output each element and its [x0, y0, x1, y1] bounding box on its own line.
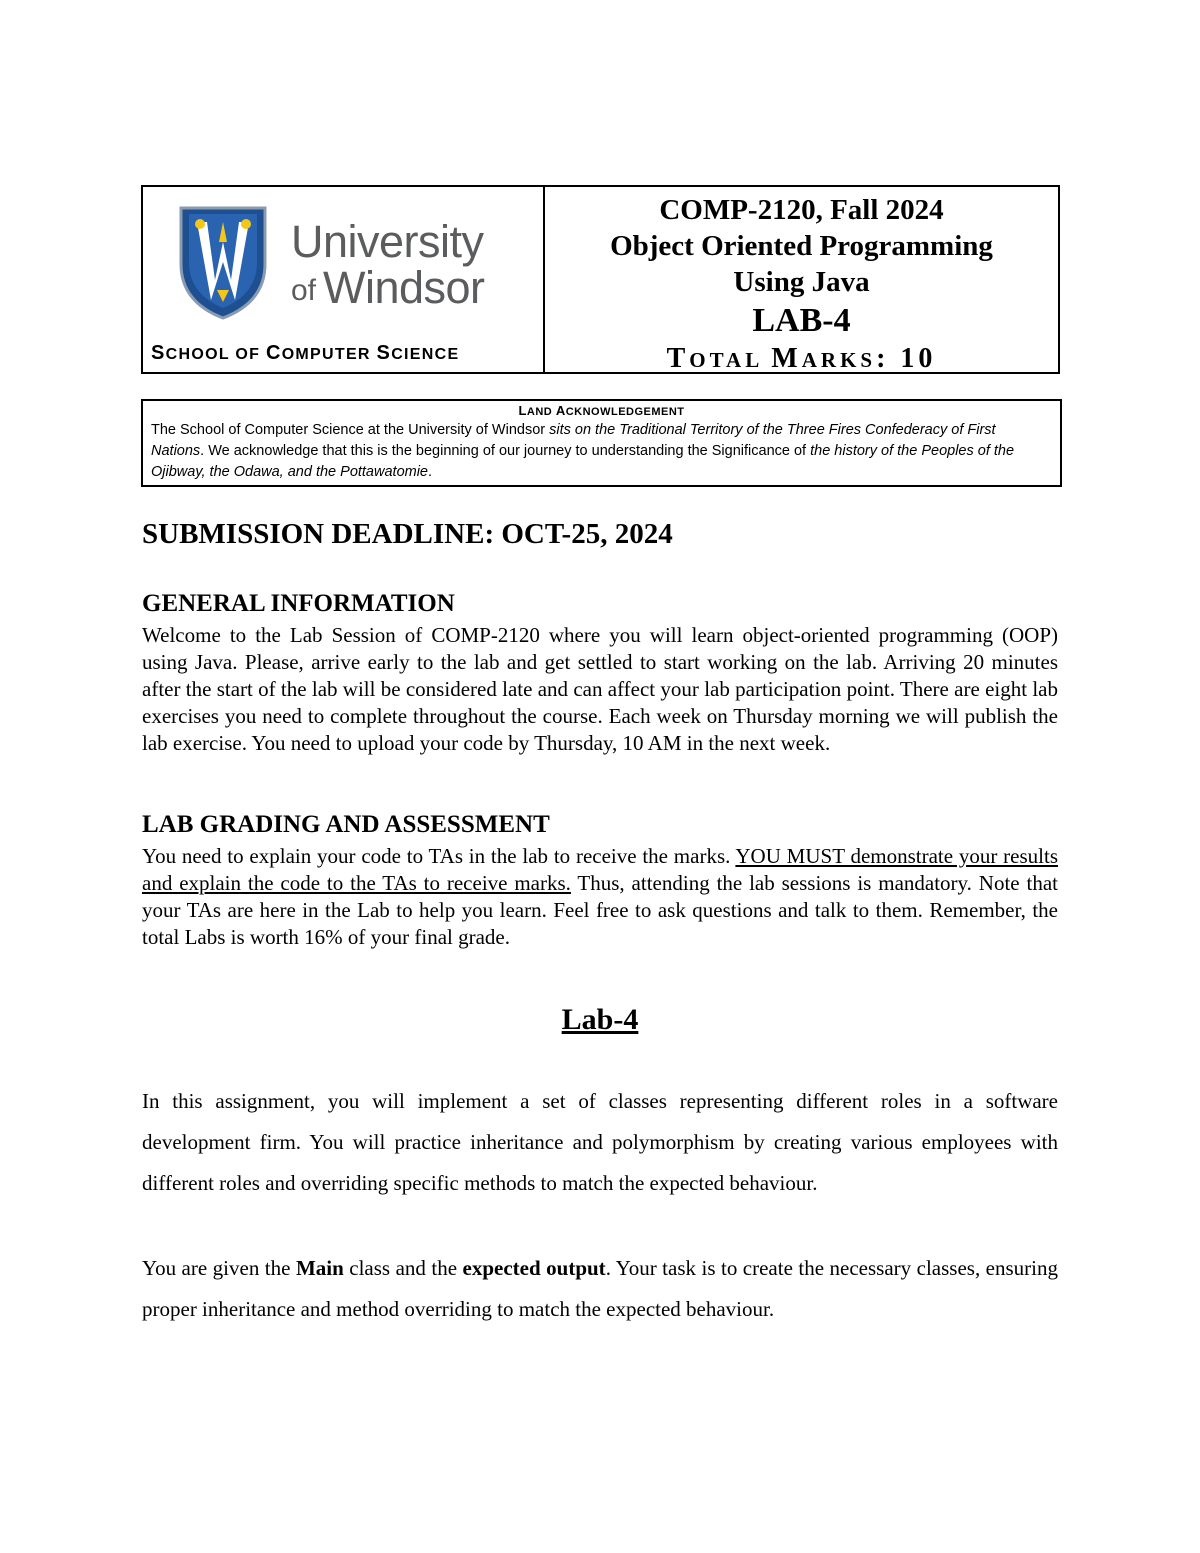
grading-text: You need to explain your code to TAs in the lab to receive the marks. YOU MUST demonstrate your results and explain the code to the TAs to receive marks. Thus, attending the lab sessions is mandatory. Note that your TAs are here in the Lab to help you learn. Feel free to ask questions and talk to them. Remember, the total Labs is worth 16% of your final grade.	[142, 844, 1058, 949]
header-left	[143, 187, 545, 372]
header-course-info	[545, 187, 1058, 372]
general-info-text: Welcome to the Lab Session of COMP-2120 where you will learn object-oriented programming (OOP) using Java. Please, arrive early to the lab and get settled to start working on the lab. Arriving 20 minutes after the start of the lab will be considered late and can affect your lab participation point. There are eight lab exercises you need to complete throughout the course. Each week on Thursday morning we will publish the lab exercise. You need to upload your code by Thursday, 10 AM in the next week.	[142, 623, 1058, 755]
logo-text-university: University	[291, 216, 484, 267]
university-logo	[173, 202, 513, 322]
total-marks: TOTAL MARKS: 10	[666, 343, 937, 374]
logo-text-of: of	[291, 274, 317, 307]
grading-emphasis: YOU MUST demonstrate your results and explain the code to the TAs to receive marks.	[142, 844, 1058, 895]
header-box	[141, 185, 1060, 374]
course-code: COMP-2120, Fall 2024	[659, 194, 944, 226]
land-acknowledgement-text: The School of Computer Science at the University of Windsor sits on the Traditional Territory of the Three Fires Confederacy of First Nations. We acknowledge that this is the beginning of our journey to understanding the Significance of the history of the Peoples of the Ojibway, the Odawa, and the Pottawatomie.	[151, 422, 1015, 480]
assignment-intro: In this assignment, you will implement a set of classes representing different roles in a software development firm. You will practice inheritance and polymorphism by creating various employees with different roles and overriding specific methods to match the expected behaviour.	[142, 1089, 1058, 1195]
course-title-1: Object Oriented Programming	[610, 230, 993, 262]
land-acknowledgement-title: LAND ACKNOWLEDGEMENT	[518, 403, 685, 418]
logo-text-windsor: Windsor	[323, 262, 485, 313]
lab-title: Lab-4	[561, 1003, 639, 1036]
general-info-heading: GENERAL INFORMATION	[142, 590, 455, 617]
course-title-2: Using Java	[733, 266, 870, 298]
assignment-task: You are given the Main class and the expected output. Your task is to create the necessary classes, ensuring proper inheritance and method overriding to match the expected behaviour.	[142, 1256, 1059, 1321]
land-acknowledgement	[141, 399, 1062, 487]
school-label: SCHOOL OF COMPUTER SCIENCE	[151, 342, 460, 364]
lab-number: LAB-4	[752, 302, 851, 339]
university-shield-icon	[173, 202, 273, 322]
submission-deadline: SUBMISSION DEADLINE: OCT-25, 2024	[142, 518, 673, 550]
grading-heading: LAB GRADING AND ASSESSMENT	[142, 811, 550, 838]
